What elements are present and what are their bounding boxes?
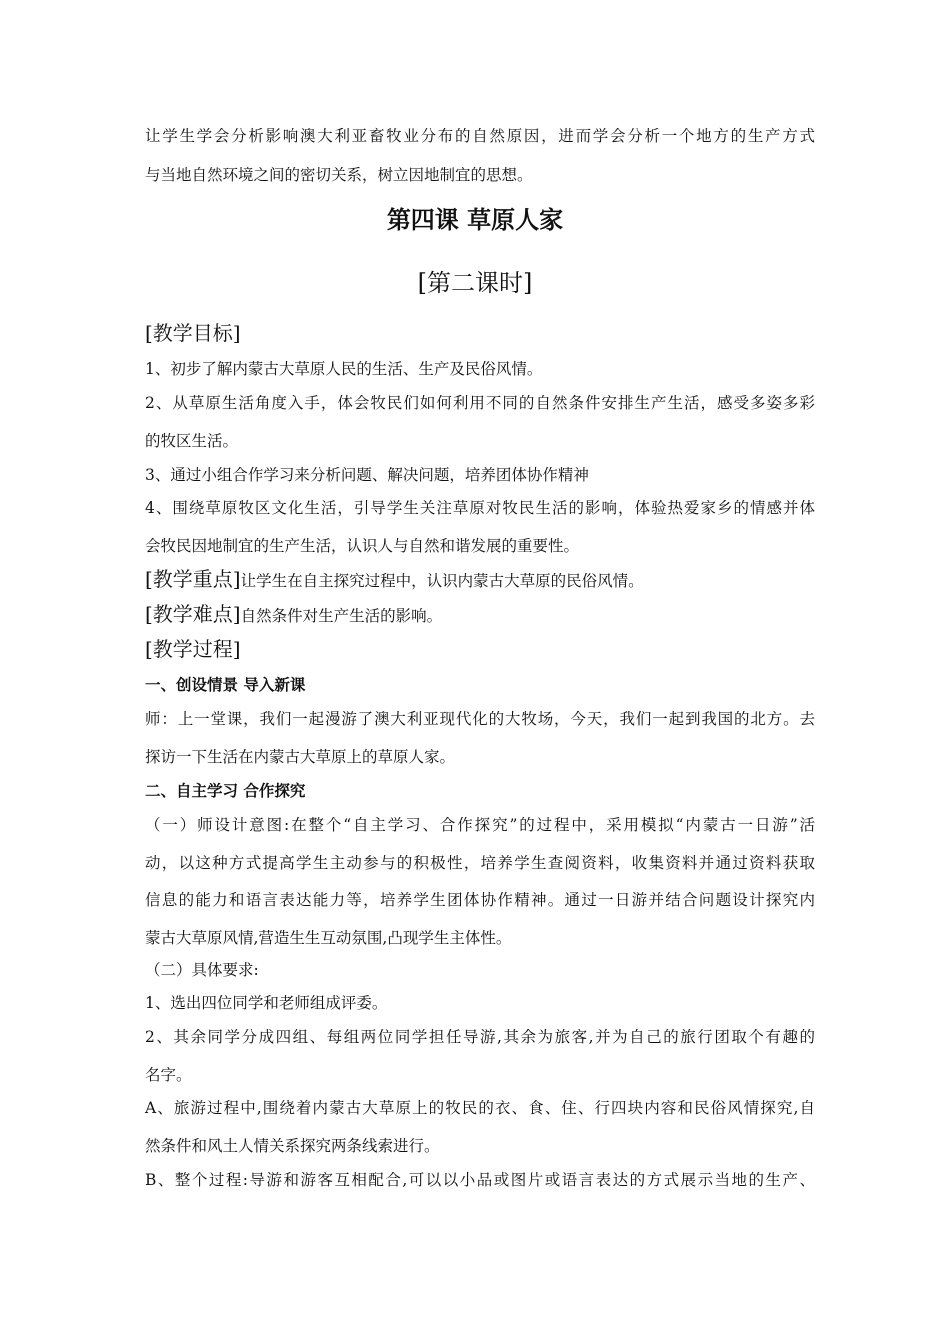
goal-item-4-line-2: 会牧民因地制宜的生产生活，认识人与自然和谐发展的重要性。: [145, 537, 580, 555]
difficulty-text: 自然条件对生产生活的影响。: [240, 607, 443, 625]
difficulty-row: [145, 601, 442, 629]
design-line-1: （一）师设计意图:在整个“自主学习、合作探究”的过程中，采用模拟“内蒙古一日游”活: [145, 816, 815, 834]
difficulty-heading: [教学难点]: [145, 602, 241, 626]
goal-item-4-line-1: 4、围绕草原牧区文化生活，引导学生关注草原对牧民生活的影响，体验热爱家乡的情感并体: [145, 499, 815, 517]
design-line-2: 动，以这种方式提高学生主动参与的积极性，培养学生查阅资料，收集资料并通过资料获取: [145, 854, 815, 872]
requirements-title: （二）具体要求:: [145, 961, 259, 979]
requirement-2-line-1: 2、其余同学分成四组、每组两位同学担任导游,其余为旅客,并为自己的旅行团取个有趣的: [145, 1028, 815, 1046]
section-1-line-2: 探访一下生活在内蒙古大草原上的草原人家。: [145, 748, 456, 766]
requirement-a-line-2: 然条件和风土人情关系探究两条线索进行。: [145, 1137, 440, 1155]
goal-item-3: 3、通过小组合作学习来分析问题、解决问题，培养团体协作精神: [145, 466, 589, 484]
section-1-line-1: 师：上一堂课，我们一起漫游了澳大利亚现代化的大牧场，今天，我们一起到我国的北方。去: [145, 710, 815, 728]
goal-item-1: 1、初步了解内蒙古大草原人民的生活、生产及民俗风情。: [145, 360, 543, 378]
key-point-heading: [教学重点]: [145, 567, 241, 591]
key-point-text: 让学生在自主探究过程中，认识内蒙古大草原的民俗风情。: [240, 572, 644, 590]
goals-heading: [教学目标]: [145, 321, 241, 345]
lesson-period: [第二课时]: [417, 269, 533, 297]
key-point-row: [145, 566, 644, 594]
requirement-2-line-2: 名字。: [145, 1066, 192, 1084]
intro-line-1: 让学生学会分析影响澳大利亚畜牧业分布的自然原因，进而学会分析一个地方的生产方式: [145, 127, 815, 145]
goal-item-2-line-1: 2、从草原生活角度入手，体会牧民们如何利用不同的自然条件安排生产生活，感受多姿多彩: [145, 394, 815, 412]
intro-line-2: 与当地自然环境之间的密切关系，树立因地制宜的思想。: [145, 166, 533, 184]
process-heading: [教学过程]: [145, 637, 241, 661]
requirement-a-line-1: A、旅游过程中,围绕着内蒙古大草原上的牧民的衣、食、住、行四块内容和民俗风情探究,自: [145, 1099, 815, 1117]
requirement-1: 1、选出四位同学和老师组成评委。: [145, 994, 388, 1012]
requirement-b-line-1: B、整个过程:导游和游客互相配合,可以以小品或图片或语言表达的方式展示当地的生产、: [145, 1171, 815, 1189]
design-line-4: 蒙古大草原风情,营造生生互动氛围,凸现学生主体性。: [145, 929, 512, 947]
lesson-title: 第四课 草原人家: [386, 205, 564, 234]
section-1-title: 一、创设情景 导入新课: [145, 675, 306, 694]
section-2-title: 二、自主学习 合作探究: [145, 781, 306, 800]
goal-item-2-line-2: 的牧区生活。: [145, 432, 239, 450]
design-line-3: 信息的能力和语言表达能力等，培养学生团体协作精神。通过一日游并结合问题设计探究内: [145, 891, 815, 909]
